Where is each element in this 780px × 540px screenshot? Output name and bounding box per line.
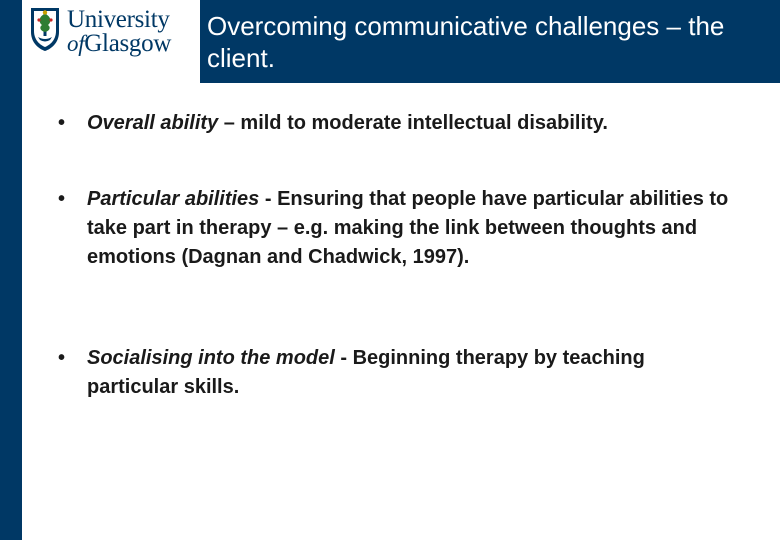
bullet-marker: •: [58, 188, 66, 210]
crest-icon: [30, 6, 60, 52]
bullet-body: – mild to moderate intellectual disability.: [218, 112, 608, 134]
bullet-marker: •: [58, 347, 66, 369]
bullet-item-particular-abilities: [58, 185, 738, 272]
bullet-text: [87, 185, 738, 272]
bullet-term: Overall ability: [87, 112, 219, 134]
bullet-term: Socialising into the model: [87, 347, 335, 369]
university-logo: [30, 6, 182, 62]
left-accent-bar: [0, 0, 22, 540]
logo-text-of: of: [67, 31, 85, 56]
bullet-body: - Beginning therapy by teaching particular skills.: [87, 347, 645, 398]
logo-text-university: University: [67, 6, 170, 33]
bullet-item-overall-ability: [58, 109, 738, 138]
title-banner: [200, 0, 780, 83]
bullet-text: [87, 109, 738, 138]
bullet-marker: •: [58, 112, 66, 134]
logo-text-glasgow-word: Glasgow: [84, 30, 172, 57]
bullet-term: Particular abilities: [87, 188, 260, 210]
bullet-body: - Ensuring that people have particular abilities to take part in therapy – e.g. making the link between thoughts and emotions (Dagnan and Chadwick, 1997).: [87, 188, 729, 268]
slide-title: Overcoming communicative challenges – the client.: [207, 11, 725, 73]
bullet-item-socialising: [58, 344, 738, 402]
bullet-text: [87, 344, 738, 402]
logo-text-glasgow: [67, 31, 171, 57]
